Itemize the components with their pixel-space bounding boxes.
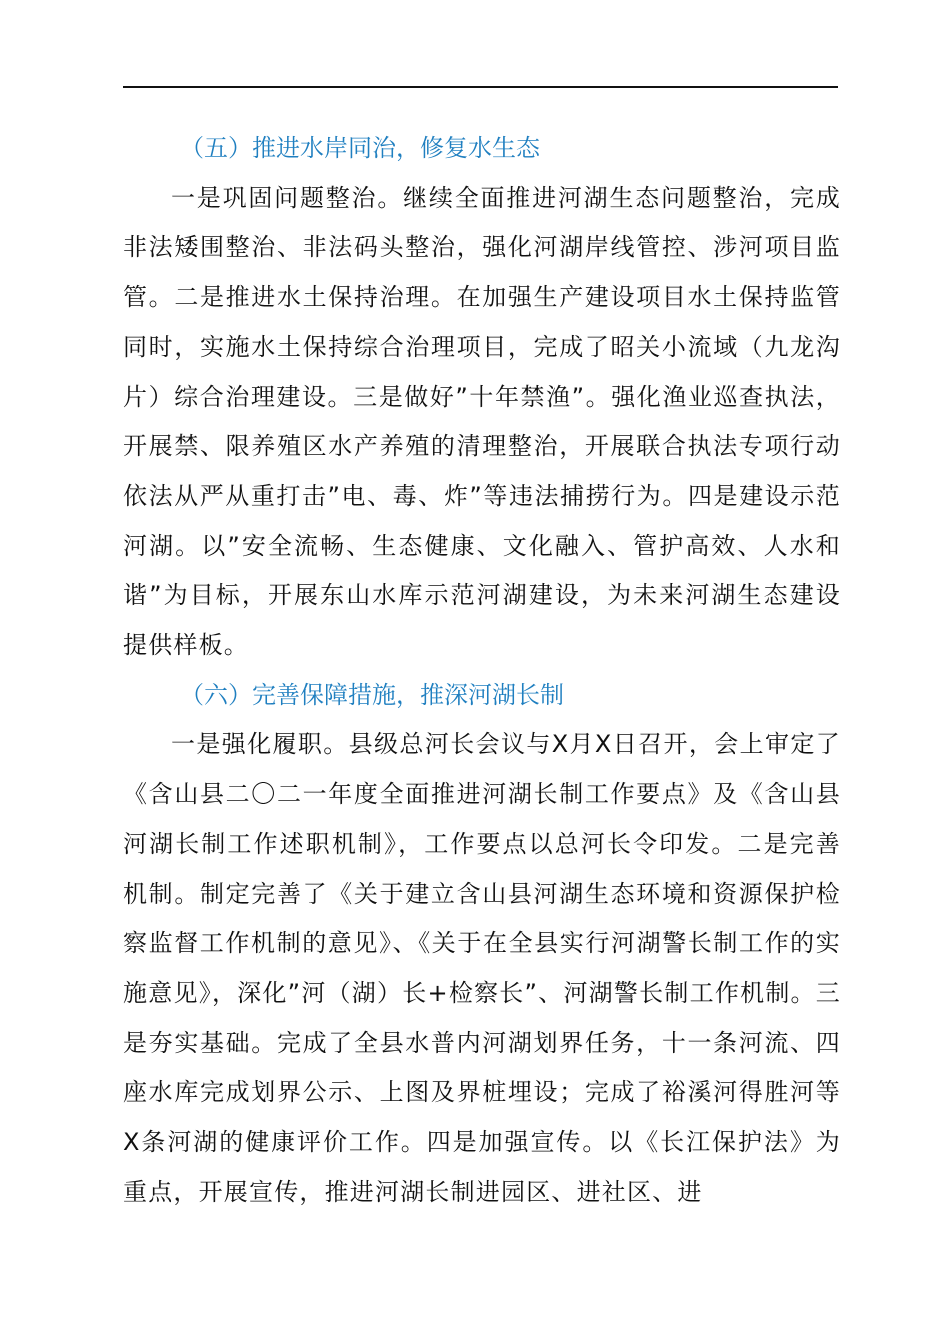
header-rule [123,86,838,88]
section-heading-6: （六）完善保障措施，推深河湖长制 [180,680,564,709]
section-body-5: 一是巩固问题整治。继续全面推进河湖生态问题整治，完成非法矮围整治、非法码头整治，强化河湖岸线管控、涉河项目监管。二是推进水土保持治理。在加强生产建设项目水土保持监管同时，实施水土保持综合治理项目，完成了昭关小流域（九龙沟片）综合治理建设。三是做好”十年禁渔”。强化渔业巡查执法，开展禁、限养殖区水产养殖的清理整治，开展联合执法专项行动依法从严从重打击”电、毒、炸”等违法捕捞行为。四是建设示范河湖。以”安全流畅、生态健康、文化融入、管护高效、人水和谐”为目标，开展东山水库示范河湖建设，为未来河湖生态建设提供样板。 [123,183,841,660]
section-heading-5: （五）推进水岸同治，修复水生态 [180,134,540,162]
section-body-6: 一是强化履职。县级总河长会议与X月X日召开，会上审定了《含山县二〇二一年度全面推进河湖长制工作要点》及《含山县河湖长制工作述职机制》，工作要点以总河长令印发。二是完善机制。制定完善了《关于建立含山县河湖生态环境和资源保护检察监督工作机制的意见》、《关于在全县实行河湖警长制工作的实施意见》，深化”河（湖）长+检察长”、河湖警长制工作机制。三是夯实基础。完成了全县水普内河湖划界任务，十一条河流、四座水库完成划界公示、上图及界桩埋设；完成了裕溪河得胜河等X条河湖的健康评价工作。四是加强宣传。以《长江保护法》为重点，开展宣传，推进河湖长制进园区、进社区、进 [123,730,841,1206]
document-content [123,124,841,1217]
